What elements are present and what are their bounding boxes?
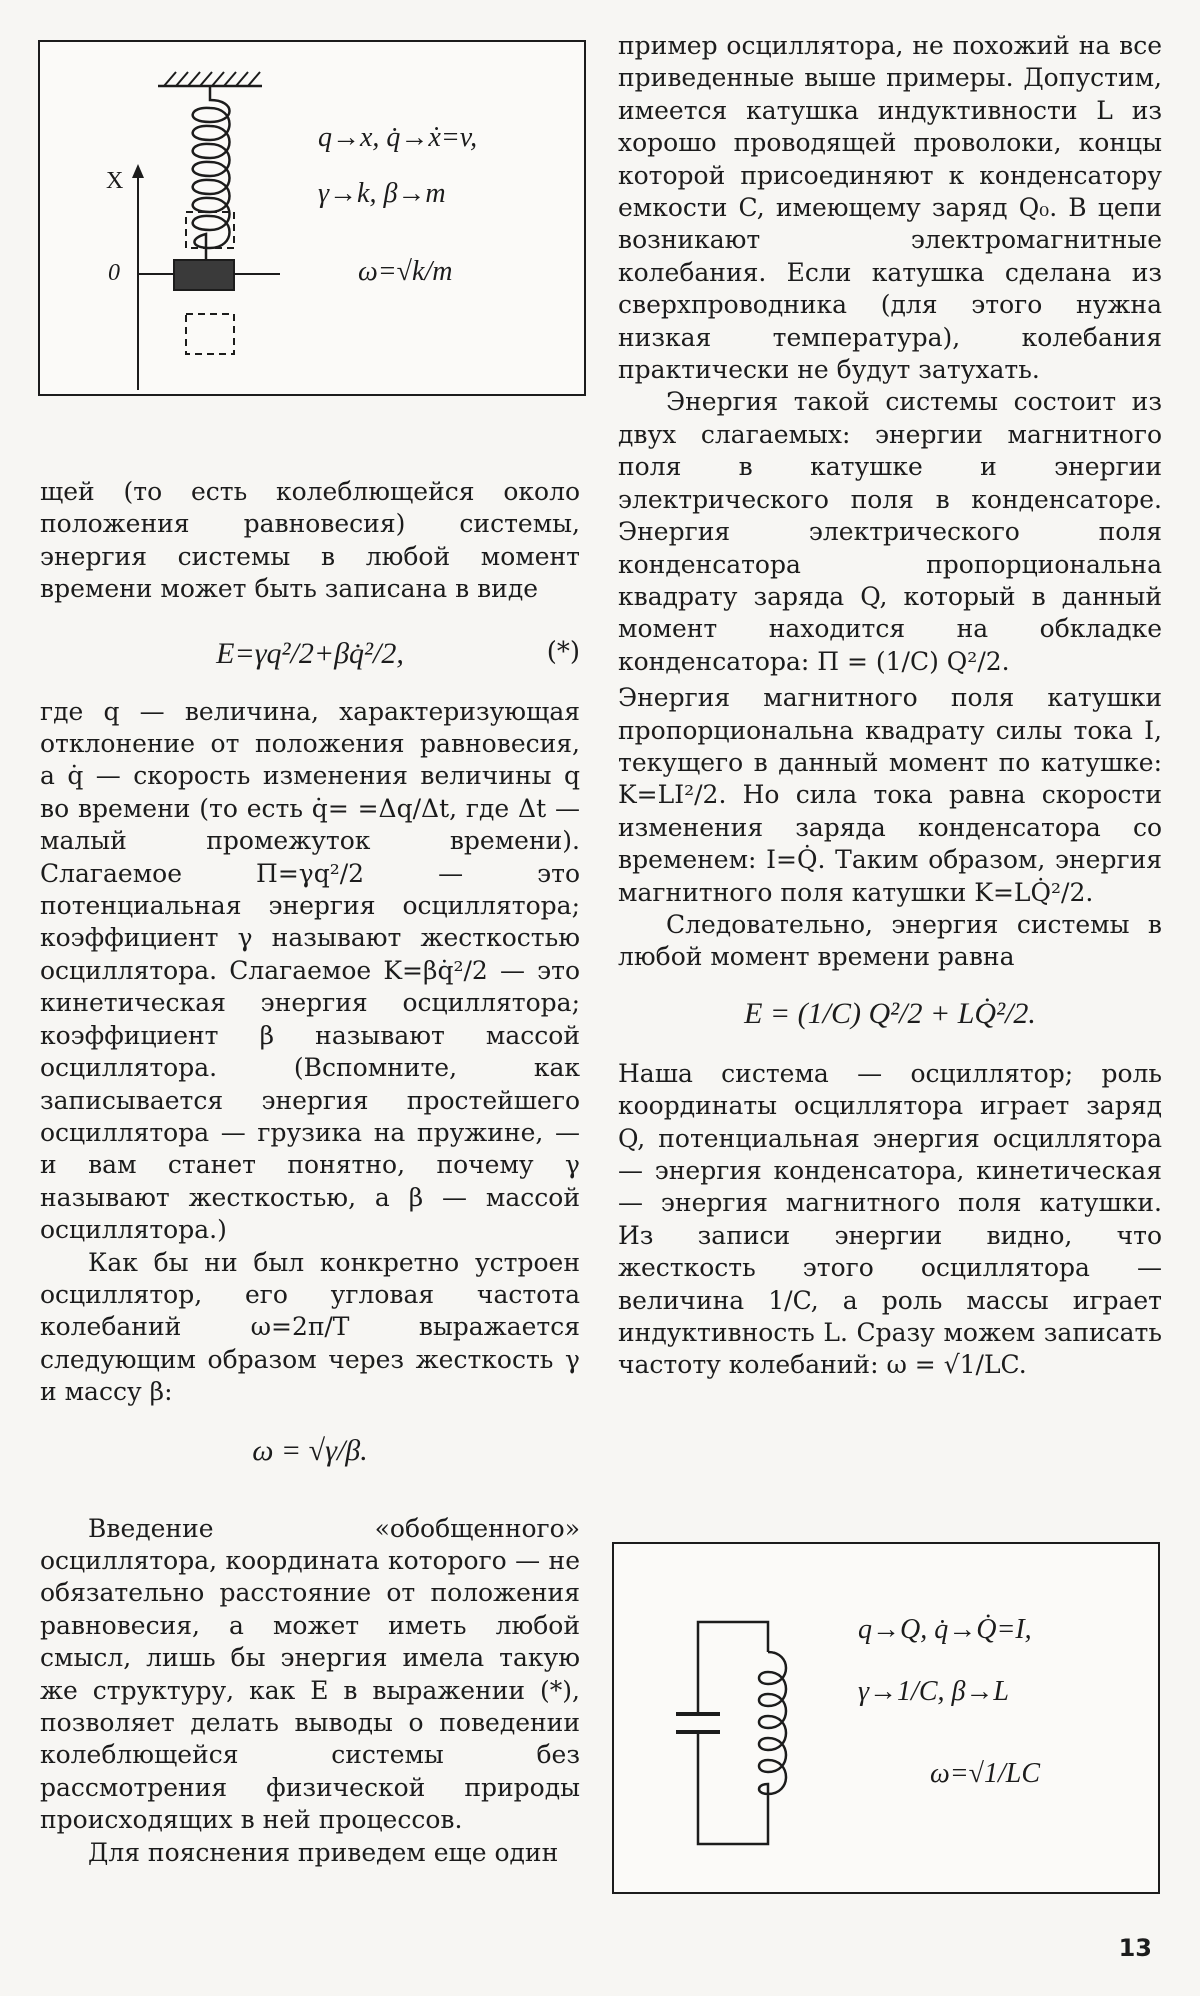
spring-mass-diagram <box>40 42 280 394</box>
figure-lc-circuit <box>612 1542 1160 1894</box>
axis-x-label: X <box>106 168 124 194</box>
left-paragraph-4: Введение «обобщенного» осциллятора, координата которого — не обязательно расстояние от положения равновесия, а может иметь любой смысл, лишь бы энергия имела такую же структуру, как E в выражении (*), позволяет делать выводы о поведении колеблющейся системы без рассмотрения физической природы происходящих в ней процессов. <box>40 1513 580 1835</box>
energy-formula-block <box>40 626 580 682</box>
lc-circuit-diagram <box>614 1544 794 1892</box>
frequency-formula-general: ω = √γ/β. <box>252 1433 368 1467</box>
energy-formula: E=γq²/2+βq̇²/2, <box>216 636 404 670</box>
right-paragraph-3: Энергия магнитного поля катушки пропорциональна квадрату силы тока I, текущего в данный момент по катушке: K=LI²/2. Но сила тока равна скорости изменения заряда конденсатора со временем: I=Q̇. Таким образом, энергия магнитного поля катушки K=LQ̇²/2. <box>618 683 1162 907</box>
mass-block <box>174 260 234 290</box>
axis-zero-label: 0 <box>108 260 120 286</box>
page-number: 13 <box>1118 1934 1152 1962</box>
left-paragraph-3: Как бы ни был конкретно устроен осциллятор, его угловая частота колебаний ω=2π/T выражается следующим образом через жесткость γ и массу β: <box>40 1247 580 1407</box>
lc-energy-formula: E = (1/C) Q²/2 + LQ̇²/2. <box>744 996 1036 1030</box>
lc-frequency-formula: ω=√1/LC <box>930 1758 1041 1789</box>
circuit-wire <box>698 1622 768 1714</box>
right-paragraph-2: Энергия такой системы состоит из двух слагаемых: энергии магнитного поля в катушке и энергии электрического поля в конденсаторе. Энергия электрического поля конденсатора пропорциональна квадрату заряда Q, который в данный момент находится на обкладке конденсатора: П = (1/C) Q²/2. <box>618 387 1162 676</box>
right-paragraph-1: пример осциллятора, не похожий на все приведенные выше примеры. Допустим, имеется катушка индуктивности L из хорошо проводящей проволоки, концы которой присоединяют к конденсатору емкости C, имеющему заряд Q₀. В цепи возникают электромагнитные колебания. Если катушка сделана из сверхпроводника (для этого нужна низкая температура), колебания практически не будут затухать. <box>618 31 1162 385</box>
mapping-line-2: γ→k, β→m <box>318 178 446 209</box>
x-axis-arrow <box>132 164 144 178</box>
right-paragraph-5: Наша система — осциллятор; роль координаты осциллятора играет заряд Q, потенциальная энергия осциллятора — энергия конденсатора, кинетическая — энергия магнитного поля катушки. Из записи энергии видно, что жесткость этого осциллятора — величина 1/C, а роль массы играет индуктивность L. Сразу можем записать частоту колебаний: ω = √1/LC. <box>618 1058 1162 1380</box>
inductor-coil <box>759 1652 786 1810</box>
equation-number: (*) <box>546 636 580 667</box>
left-paragraph-2: где q — величина, характеризующая отклонение от положения равновесия, а q̇ — скорость изменения величины q во времени (то есть q̇= =Δq/Δt, где Δt — малый промежуток времени). Слагаемое П=γq²/2 — это потенциальная энергия осциллятора; коэффициент γ называют жесткостью осциллятора. Слагаемое K=βq̇²/2 — это кинетическая энергия осциллятора; коэффициент β называют массой осциллятора. (Вспомните, как записывается энергия простейшего осциллятора — грузика на пружине, — и вам станет понятно, почему γ называют жесткостью, а β — массой осциллятора.) <box>40 696 580 1245</box>
lc-mapping-line-1: q→Q, q̇→Q̇=I, <box>858 1614 1032 1645</box>
figure-spring-oscillator <box>38 40 586 396</box>
left-column <box>40 476 580 1869</box>
left-paragraph-1: щей (то есть колеблющейся около положения равновесия) системы, энергия системы в любой момент времени может быть записана в виде <box>40 477 580 604</box>
spring-coil <box>193 86 230 260</box>
frequency-formula: ω=√k/m <box>358 256 453 287</box>
mapping-line-1: q→x, q̇→ẋ=v, <box>318 122 478 153</box>
lc-mapping-line-2: γ→1/C, β→L <box>858 1676 1010 1707</box>
right-column <box>618 30 1162 1382</box>
circuit-wire-bottom <box>698 1732 768 1844</box>
mass-lower-dashed <box>186 314 234 354</box>
right-paragraph-4: Следовательно, энергия системы в любой момент времени равна <box>618 909 1162 972</box>
ceiling-hatch <box>164 72 260 86</box>
left-paragraph-5: Для пояснения приведем еще один <box>88 1837 559 1867</box>
